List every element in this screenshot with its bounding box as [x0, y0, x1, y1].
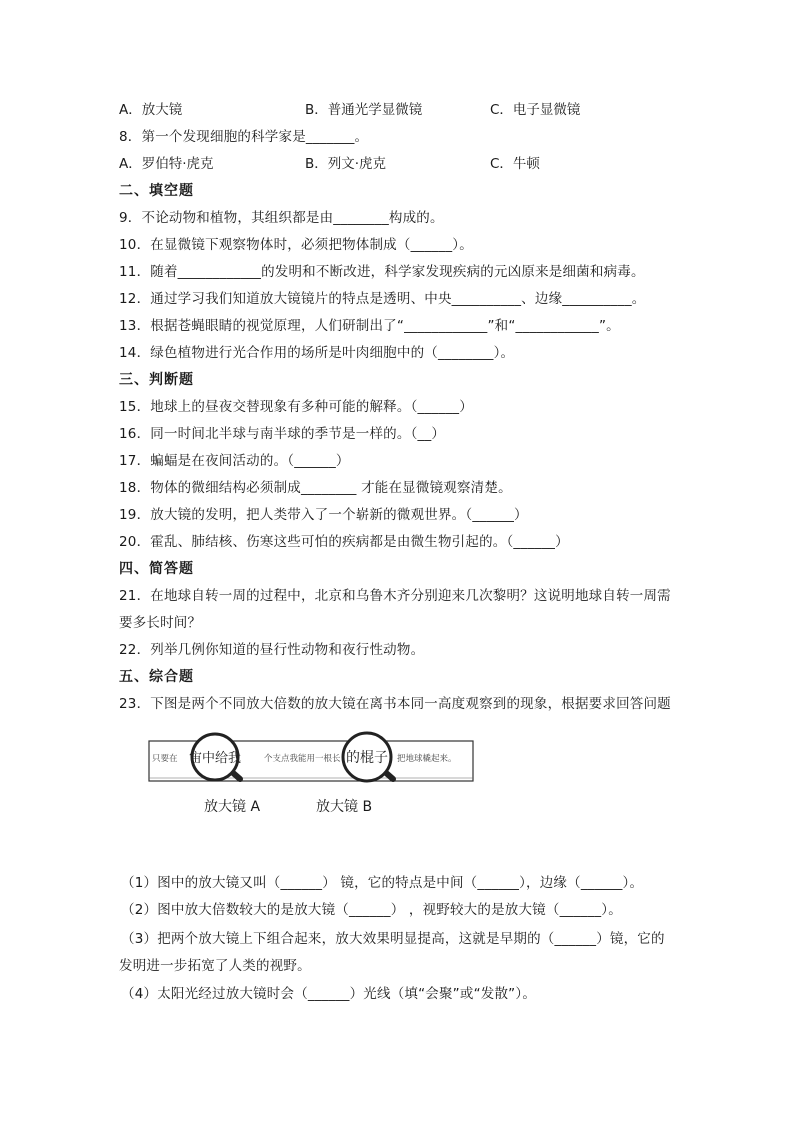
question: 20．霍乱、肺结核、伤寒这些可怕的疾病都是由微生物引起的。（______） — [119, 534, 569, 550]
magnifier-figure — [148, 728, 478, 814]
magnifier-a-icon — [189, 734, 241, 780]
option-b: B．列文·虎克 — [305, 156, 387, 172]
strip-text-middle: 个支点我能用一根长 — [264, 754, 341, 764]
question: 21．在地球自转一周的过程中，北京和乌鲁木齐分别迎来几次黎明？这说明地球自转一周需 — [119, 588, 671, 604]
question: 15．地球上的昼夜交替现象有多种可能的解释。（______） — [119, 399, 473, 415]
option-c: C．牛顿 — [490, 156, 540, 172]
option-b: B．普通光学显微镜 — [305, 102, 423, 118]
strip-text-end: 把地球橇起来。 — [397, 754, 457, 764]
question: 14．绿色植物进行光合作用的场所是叶肉细胞中的（________）。 — [119, 345, 515, 361]
magnifier-b-icon — [343, 733, 393, 781]
section-heading: 三、判断题 — [119, 372, 194, 388]
question: 18．物体的微细结构必须制成________ 才能在显微镜观察清楚。 — [119, 480, 512, 496]
question: 17．蝙蝠是在夜间活动的。（______） — [119, 453, 350, 469]
question: 11．随着____________的发明和不断改进，科学家发现疾病的元凶原来是细菌和病毒。 — [119, 264, 645, 280]
caption-lens-a: 放大镜 A — [204, 799, 261, 815]
section-heading: 四、简答题 — [119, 561, 194, 577]
sub-question: （4）太阳光经过放大镜时会（______）光线（填“会聚”或“发散”）。 — [121, 986, 537, 1002]
question: 12．通过学习我们知道放大镜镜片的特点是透明、中央__________、边缘__________。 — [119, 291, 646, 307]
question: 13．根据苍蝇眼睛的视觉原理，人们研制出了“____________”和“____________”。 — [119, 318, 620, 334]
question: 19．放大镜的发明，把人类带入了一个崭新的微观世界。（______） — [119, 507, 528, 523]
question-stem: 23．下图是两个不同放大倍数的放大镜在离书本同一高度观察到的现象，根据要求回答问题 — [119, 696, 671, 712]
option-c: C．电子显微镜 — [490, 102, 581, 118]
question-stem: 8．第一个发现细胞的科学家是_______。 — [119, 129, 369, 145]
strip-text-start: 只要在 — [152, 754, 178, 764]
sub-question: （3）把两个放大镜上下组合起来，放大效果明显提高，这就是早期的（______）镜，它的 — [121, 931, 665, 947]
caption-lens-b: 放大镜 B — [316, 799, 373, 815]
sub-question: （2）图中放大倍数较大的是放大镜（______） ，视野较大的是放大镜（______）。 — [121, 902, 622, 918]
lens-a-text: 宙中给我 — [188, 751, 242, 766]
question: 16．同一时间北半球与南半球的季节是一样的。（__） — [119, 426, 446, 442]
question: 10．在显微镜下观察物体时，必须把物体制成（______）。 — [119, 237, 473, 253]
section-heading: 二、填空题 — [119, 183, 194, 199]
lens-b-text: 的棍子 — [346, 750, 388, 766]
option-a: A．罗伯特·虎克 — [119, 156, 214, 172]
sub-question-continuation: 发明进一步拓宽了人类的视野。 — [119, 958, 311, 974]
question: 9．不论动物和植物，其组织都是由________构成的。 — [119, 210, 444, 226]
option-a: A．放大镜 — [119, 102, 183, 118]
sub-question: （1）图中的放大镜又叫（______） 镜，它的特点是中间（______），边缘（______）。 — [121, 875, 644, 891]
section-heading: 五、综合题 — [119, 669, 194, 685]
question-continuation: 要多长时间？ — [119, 615, 202, 631]
question: 22．列举几例你知道的昼行性动物和夜行性动物。 — [119, 642, 425, 658]
